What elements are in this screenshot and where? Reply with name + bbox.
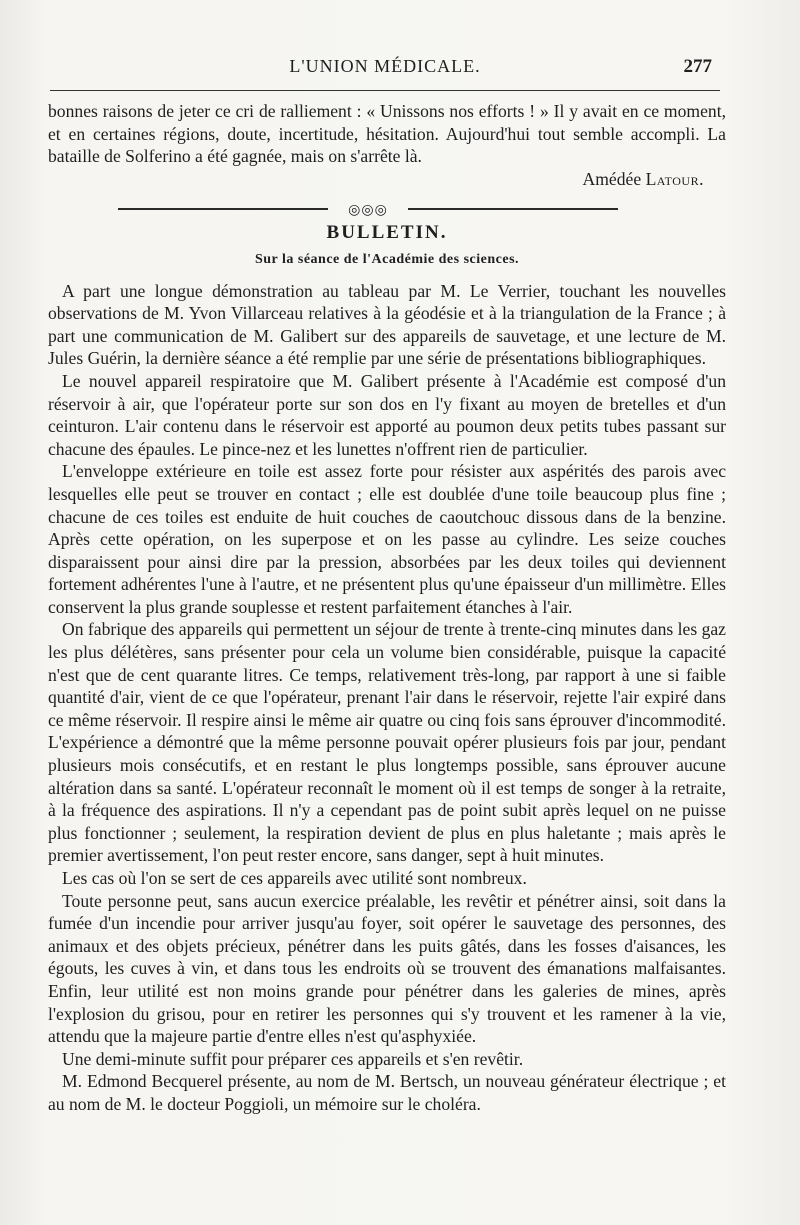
paragraph-7: Une demi-minute suffit pour préparer ces appareils et s'en revêtir.	[62, 1048, 524, 1069]
ornament-line-right	[408, 208, 618, 210]
paragraph-6: Toute personne peut, sans aucun exercice préalable, les revêtir et pénétrer ainsi, soit dans la fumée d'un incendie pour arriver jusqu'au foyer, soit opérer le sauvetage des personnes, des animaux et des objets précieux, pénétrer dans les puits gâtés, dans les fosses d'aisances, les égouts, les cuves à vin, et dans tous les endroits où se trouvent des émanations malfaisantes. Enfin, leur utilité est non moins grande pour pénétrer dans les galeries de mines, après l'explosion du grisou, pour en retirer les personnes qui s'y trouvent et les ramener à la vie, attendu que la majeure partie d'entre elles n'est qu'asphyxiée.	[48, 890, 726, 1047]
paragraph-3: L'enveloppe extérieure en toile est assez forte pour résister aux aspérités des parois avec lesquelles elle peut se trouver en contact ; elle est doublée d'une toile beaucoup plus fine ; chacune de ces toiles est enduite de huit couches de caoutchouc dissous dans de la benzine. Après cette opération, on les superpose et on les passe au cylindre. Les seize couches disparaissent pour ainsi dire par la pression, absorbées par les deux toiles qui deviennent fortement adhérentes l'une à l'autre, et ne présentent plus qu'une épaisseur d'un millimètre. Elles conservent la plus grande souplesse et restent parfaitement étanches à l'air.	[48, 461, 726, 617]
paragraph-2: Le nouvel appareil respiratoire que M. Galibert présente à l'Académie est composé d'un réservoir à air, que l'opérateur porte sur son dos en l'y fixant au moyen de bretelles et d'un ceinturon. L'air contenu dans le réservoir est apporté au poumon deux petits tubes passant sur chacune des épaules. Le pince-nez et les lunettes n'offrent rien de particulier.	[48, 370, 726, 459]
intro-paragraph: bonnes raisons de jeter ce cri de ralliement : « Unissons nos efforts ! » Il y avait en ce moment, et en certaines régions, doute, incertitude, hésitation. Aujourd'hui tout semble accompli. La bataille de Solferino a été gagnée, mais on s'arrête là.	[48, 101, 726, 167]
signature-first-name: Amédée	[582, 168, 642, 189]
header-rule	[50, 90, 720, 91]
article-body	[48, 100, 726, 1116]
paragraph-8: M. Edmond Becquerel présente, au nom de M. Bertsch, un nouveau générateur électrique ; et au nom de M. le docteur Poggioli, un mémoire sur le choléra.	[48, 1071, 726, 1114]
journal-title: L'UNION MÉDICALE.	[289, 56, 481, 76]
ornament-knot-icon: ◎◎◎	[348, 203, 388, 219]
author-signature	[48, 168, 726, 191]
paragraph-5: Les cas où l'on se sert de ces appareils avec utilité sont nombreux.	[62, 868, 527, 888]
signature-last-name: Latour.	[645, 168, 704, 189]
paragraph-1: A part une longue démonstration au tableau par M. Le Verrier, touchant les nouvelles observations de M. Yvon Villarceau relatives à la géodésie et à la triangulation de la France ; à part une communication de M. Galibert sur des appareils de sauvetage, et une lecture de M. Jules Guérin, la dernière séance a été remplie par une série de présentations bibliographiques.	[48, 280, 726, 369]
paragraph-4: On fabrique des appareils qui permettent un séjour de trente à trente-cinq minutes dans les gaz les plus délétères, sans présenter pour cela un volume bien considérable, puisque la capacité n'est que de cent quarante litres. Ce temps, relativement très-long, par rapport à une si faible quantité d'air, vient de ce que l'opérateur, prenant l'air dans le réservoir, rejette l'air expiré dans ce même réservoir. Il respire ainsi le même air quatre ou cinq fois sans éprouver d'incommodité. L'expérience a démontré que la même personne pouvait opérer plusieurs fois par jour, pendant plusieurs mois consécutifs, et en restant le plus longtemps possible, sans éprouver aucune altération dans sa santé. L'opérateur reconnaît le moment où il est temps de songer à la retraite, à la fréquence des aspirations. Il n'y a cependant pas de point subit après lequel on ne puisse plus fonctionner ; seulement, la respiration devient de plus en plus haletante ; mais après le premier avertissement, l'on peut rester encore, sans danger, sept à huit minutes.	[48, 619, 726, 866]
section-title: BULLETIN.	[326, 222, 448, 244]
page-number: 277	[683, 56, 712, 77]
section-subtitle: Sur la séance de l'Académie des sciences.	[254, 251, 520, 267]
section-divider-ornament	[48, 200, 726, 218]
ornament-line-left	[118, 208, 328, 210]
running-header	[50, 56, 720, 86]
